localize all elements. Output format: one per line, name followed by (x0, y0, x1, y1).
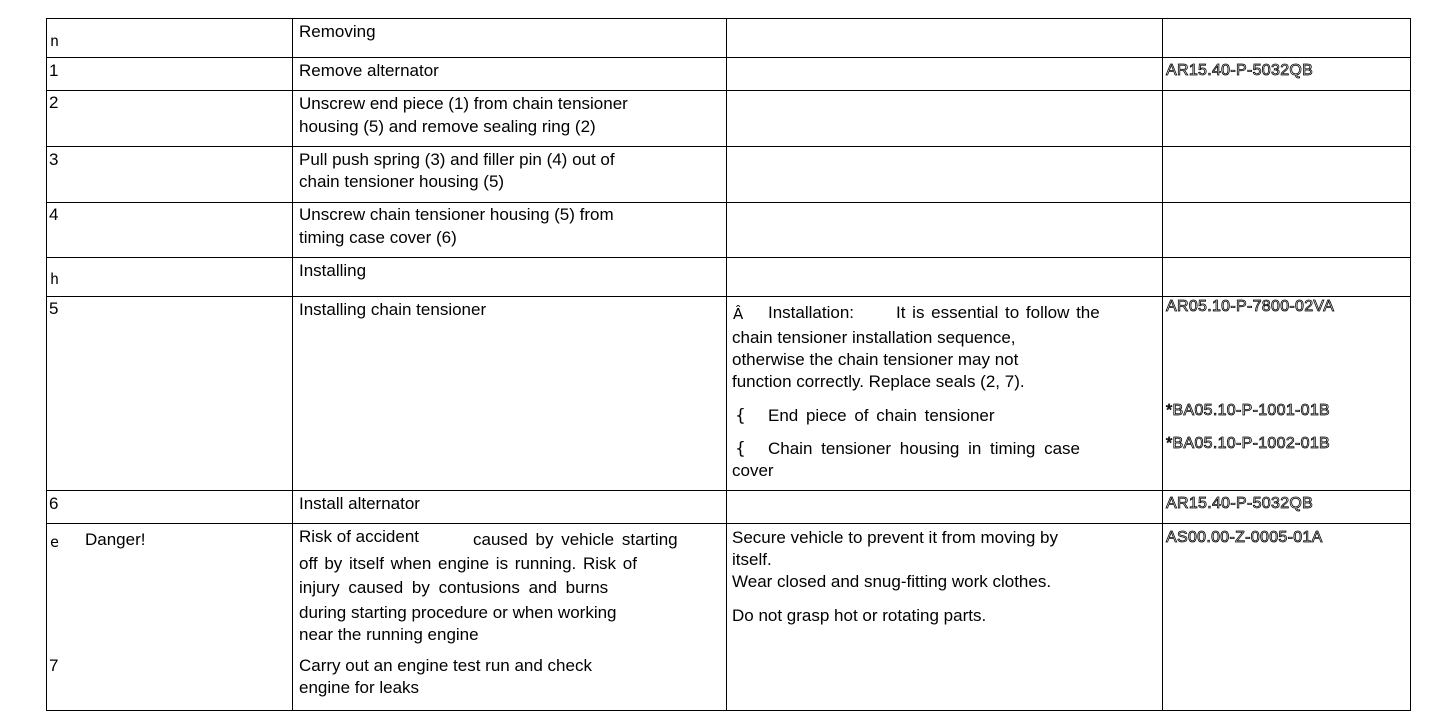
risk-text: caused by vehicle starting (473, 530, 678, 549)
risk-text: during starting procedure or when working (299, 603, 617, 622)
table-border-top (46, 18, 1411, 19)
step-text: Carry out an engine test run and check (299, 656, 592, 675)
step-text: timing case cover (6) (299, 228, 457, 247)
measure-text: Secure vehicle to prevent it from moving by (732, 528, 1058, 547)
danger-marker: e (50, 533, 60, 551)
step-text: Install alternator (299, 494, 420, 513)
risk-text: injury caused by contusions and burns (299, 578, 609, 597)
row-divider (46, 523, 1411, 524)
table-border-bottom (46, 710, 1411, 711)
column-divider (726, 18, 727, 711)
reference-code: AR05.10-P-7800-02VA (1166, 298, 1335, 315)
risk-text: Risk of accident (299, 527, 419, 546)
measure-text: Wear closed and snug-fitting work clothes. (732, 572, 1052, 591)
sub-item-text: End piece of chain tensioner (768, 406, 995, 425)
column-divider (292, 18, 293, 711)
step-text: Pull push spring (3) and filler pin (4) out of (299, 150, 615, 169)
step-number: 6 (49, 494, 59, 513)
removing-heading: Removing (299, 22, 376, 41)
step-text: Installing chain tensioner (299, 300, 487, 319)
column-divider (1162, 18, 1163, 711)
reference-code: *BA05.10-P-1002-01B (1166, 435, 1331, 452)
note-text: It is essential to follow the (896, 303, 1100, 322)
reference-code: AR15.40-P-5032QB (1166, 62, 1314, 79)
sub-item-text: Chain tensioner housing in timing case (768, 439, 1081, 458)
reference-code: *BA05.10-P-1001-01B (1166, 402, 1331, 419)
sub-item-icon: { (735, 406, 746, 426)
measure-text: Do not grasp hot or rotating parts. (732, 606, 987, 625)
step-number: 2 (49, 93, 59, 112)
note-text: function correctly. Replace seals (2, 7). (732, 372, 1025, 391)
step-number: 4 (49, 205, 59, 224)
step-number: 7 (49, 656, 59, 675)
step-number: 5 (49, 299, 59, 318)
removing-marker: n (50, 32, 60, 50)
installing-marker: h (50, 270, 60, 288)
measure-text: itself. (732, 550, 772, 569)
reference-code: AS00.00-Z-0005-01A (1166, 529, 1323, 546)
note-heading: Installation: (768, 303, 854, 322)
table-border-right (1410, 18, 1411, 711)
risk-text: off by itself when engine is running. Risk of (299, 554, 637, 573)
note-text: chain tensioner installation sequence, (732, 328, 1016, 347)
installing-heading: Installing (299, 261, 367, 280)
row-divider (46, 202, 1411, 203)
step-number: 1 (49, 61, 59, 80)
note-icon: Â (733, 305, 744, 323)
note-text: otherwise the chain tensioner may not (732, 350, 1019, 369)
step-text: Unscrew end piece (1) from chain tensioner (299, 94, 628, 113)
row-divider (46, 490, 1411, 491)
row-divider (46, 257, 1411, 258)
table-border-left (46, 18, 47, 711)
row-divider (46, 57, 1411, 58)
reference-code: AR15.40-P-5032QB (1166, 495, 1314, 512)
row-divider (46, 146, 1411, 147)
row-divider (46, 90, 1411, 91)
step-text: engine for leaks (299, 678, 420, 697)
step-text: Unscrew chain tensioner housing (5) from (299, 205, 614, 224)
sub-item-text: cover (732, 461, 774, 480)
step-number: 3 (49, 150, 59, 169)
step-text: housing (5) and remove sealing ring (2) (299, 117, 596, 136)
danger-label: Danger! (85, 530, 146, 549)
step-text: Remove alternator (299, 61, 439, 80)
risk-text: near the running engine (299, 625, 479, 644)
sub-item-icon: { (735, 439, 746, 459)
step-text: chain tensioner housing (5) (299, 172, 505, 191)
